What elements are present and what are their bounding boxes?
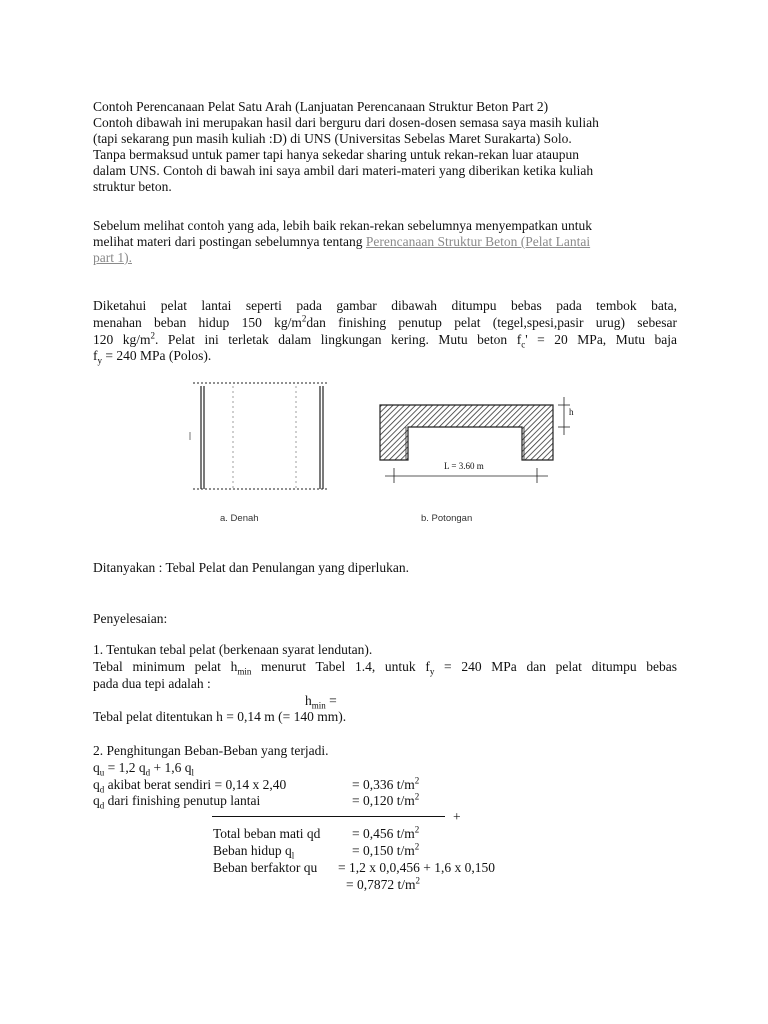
intro-line: Contoh dibawah ini merupakan hasil dari berguru dari dosen-dosen semasa saya masih kuliah — [93, 115, 599, 130]
live-load-label: Beban hidup $q_l$ — [213, 843, 295, 861]
plan-view-drawing — [190, 383, 328, 489]
before-text: melihat materi dari postingan sebelumnya tentang — [93, 234, 366, 249]
total-dead-load-label: Total beban mati qd — [213, 826, 321, 841]
step1-line: pada dua tepi adalah : — [93, 676, 211, 691]
given-line: $f_y = 240$ MPa (Polos). — [93, 348, 212, 366]
sum-divider — [212, 816, 445, 817]
total-dead-load-value: = 0,456 $t/m^2$ — [352, 824, 420, 841]
solution-heading: Penyelesaian: — [93, 611, 168, 626]
plan-caption: a. Denah — [220, 513, 259, 524]
section-caption: b. Potongan — [421, 513, 473, 524]
factored-load-result: = 0,7872 $t/m^2$ — [346, 875, 420, 892]
intro-line: dalam UNS. Contoh di bawah ini saya ambil dari materi-materi yang diberikan ketika kuliah — [93, 163, 594, 178]
factored-load-expression: = 1,2 x 0,0,456 + 1,6 x 0,150 — [338, 860, 495, 875]
dead-load-self-weight-value: = 0,336 $t/m^2$ — [352, 775, 420, 792]
qu-formula: $q_u = 1,2$ $q_d + 1,6$ $q_l$ — [93, 760, 195, 778]
span-length-label: L = 3.60 m — [444, 461, 484, 471]
before-line: Sebelum melihat contoh yang ada, lebih baik rekan-rekan sebelumnya menyempatkan untuk — [93, 218, 592, 233]
dead-load-finishing-value: = 0,120 $t/m^2$ — [352, 791, 420, 808]
given-line: Diketahui pelat lantai seperti pada gambar dibawah ditumpu bebas pada tembok bata, — [93, 298, 677, 313]
intro-line: Tanpa bermaksud untuk pamer tapi hanya sekedar sharing untuk rekan-rekan luar ataupun — [93, 147, 579, 162]
live-load-value: = 0,150 $t/m^2$ — [352, 841, 420, 858]
given-line: 120 $kg/m^2$. Pelat ini terletak dalam lingkungan kering. Mutu beton $f_c' = 20$ MPa, Mutu baja — [93, 330, 677, 350]
previous-post-link-continued[interactable]: part 1). — [93, 250, 132, 265]
plus-sign: + — [453, 809, 461, 824]
document-title: Contoh Perencanaan Pelat Satu Arah (Lanjuatan Perencanaan Struktur Beton Part 2) — [93, 99, 549, 114]
step1-result: Tebal pelat ditentukan h = 0,14 m (= 140 mm). — [93, 709, 347, 724]
step1-line: Tebal minimum pelat $h_{min}$ menurut Tabel 1.4, untuk $f_y = 240$ MPa dan pelat ditumpu bebas — [93, 659, 677, 677]
factored-load-label: Beban berfaktor qu — [213, 860, 318, 875]
dead-load-self-weight: $q_d$ akibat berat sendiri = 0,14 x 2,40 — [93, 777, 287, 795]
step2-title: 2. Penghitungan Beban-Beban yang terjadi. — [93, 743, 329, 758]
intro-line: (tapi sekarang pun masih kuliah :D) di UNS (Universitas Sebelas Maret Surakarta) Solo. — [93, 131, 572, 146]
question-text: Ditanyakan : Tebal Pelat dan Penulangan yang diperlukan. — [93, 560, 409, 575]
thickness-h-label: h — [569, 407, 574, 417]
step1-title: 1. Tentukan tebal pelat (berkenaan syarat lendutan). — [93, 642, 373, 657]
given-line: menahan beban hidup 150 $kg/m^2dan$ finishing penutup pelat (tegel,spesi,pasir urug) sebesar — [93, 313, 677, 330]
hmin-equation: $h_{min}$ = — [305, 693, 337, 711]
dead-load-finishing: $q_d$ dari finishing penutup lantai — [93, 793, 261, 811]
intro-line: struktur beton. — [93, 179, 172, 194]
previous-post-link[interactable]: Perencanaan Struktur Beton (Pelat Lantai — [365, 234, 591, 249]
